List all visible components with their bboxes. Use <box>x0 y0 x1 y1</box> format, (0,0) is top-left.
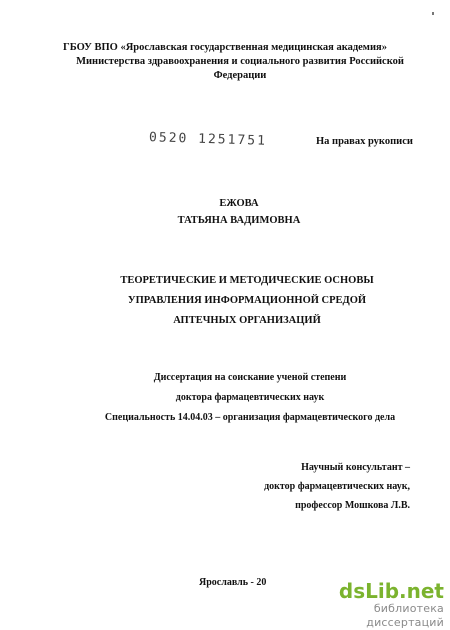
title-line-1: ТЕОРЕТИЧЕСКИЕ И МЕТОДИЧЕСКИЕ ОСНОВЫ <box>120 275 374 286</box>
advisor-line-3: профессор Мошкова Л.В. <box>295 500 410 511</box>
institution-line-1: ГБОУ ВПО «Ярославская государственная медицинская академия» <box>63 42 387 53</box>
dissertation-title <box>0 271 450 331</box>
institution-line-2: Министерства здравоохранения и социального развития Российской <box>76 56 404 67</box>
city-year: Ярославль - 20 <box>199 577 267 588</box>
scan-mark <box>432 12 434 15</box>
dslib-watermark <box>332 579 444 629</box>
advisor-line-2: доктор фармацевтических наук, <box>264 481 410 492</box>
rights-note: На правах рукописи <box>316 136 413 147</box>
watermark-logo: dsLib.net <box>338 579 444 603</box>
institution-line-3: Федерации <box>213 70 267 81</box>
author-surname: ЕЖОВА <box>219 198 259 209</box>
advisor-line-1: Научный консультант – <box>301 462 410 473</box>
title-line-3: АПТЕЧНЫХ ОРГАНИЗАЦИЙ <box>173 315 321 326</box>
degree-line-1: Диссертация на соискание ученой степени <box>153 372 347 383</box>
author-name: ТАТЬЯНА ВАДИМОВНА <box>177 215 301 226</box>
institution-header <box>0 41 450 83</box>
registration-number-stamp: 0520 1251751 <box>148 130 268 149</box>
watermark-tagline: библиотека диссертаций <box>366 602 444 629</box>
scientific-advisor <box>264 458 410 515</box>
degree-info <box>0 368 450 428</box>
title-line-2: УПРАВЛЕНИЯ ИНФОРМАЦИОННОЙ СРЕДОЙ <box>127 295 367 306</box>
degree-line-3: Специальность 14.04.03 – организация фармацевтического дела <box>104 412 396 423</box>
degree-line-2: доктора фармацевтических наук <box>175 392 325 403</box>
author-block <box>0 195 450 229</box>
